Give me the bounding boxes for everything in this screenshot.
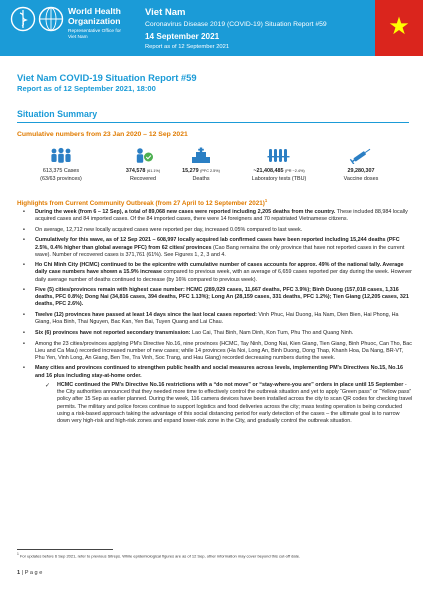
stat-vaccine-detail: Vaccine doses (343, 176, 379, 182)
stat-recovered-detail: Recovered (129, 176, 157, 182)
section-divider (17, 122, 409, 123)
stat-cases-value: 613,375 Cases (42, 168, 80, 174)
header-subtitle: Coronavirus Disease 2019 (COVID-19) Situation Report #59 (145, 21, 327, 28)
report-header (0, 0, 423, 56)
footnote: $^1$ For updates before 6 Sep 2021, refer to previous Sitreps. While epidemiological figures are as of 12 Sep, other information may cover beyond this cut-off date. (17, 552, 301, 559)
header-as-of: Report as of 12 September 2021 (145, 44, 230, 50)
sub-list-item: ✓ HCMC continued the PM’s Directive No.16 restrictions with a “do not move” or “stay-where-you are” orders in place until 15 September - the City authorities announced that they needed more time to effectively control the outbreak situation and yet to apply “Green pass” or “Yellow pass” policy after 15 Sep as earlier planned. During the week, 116 camera devices have been installed across the city to scan QR codes for checking travel permits. The military and police forces continue to support logistics and food deliveries across the city; mass testing operation is being conducted using a risk-based approach taking the advantage of this social distancing period for early detection of the cases – the ultimate goal is to narrow down very high-risk and high-risk zones and expand lower-risk zone in the City, and gradually control the outbreak situation. (45, 382, 413, 424)
list-item: • Six (6) provinces have not reported secondary transmission: Lao Cai, Thai Binh, Nam Dinh, Kon Tum, Phu Tho and Quang Ninh. (23, 329, 354, 336)
stat-deaths-detail: Deaths (192, 176, 210, 182)
report-as-of: Report as of 12 September 2021, 18:00 (17, 84, 156, 93)
stat-recovered-value: 374,578 (61.1%) (125, 168, 161, 174)
list-item: • Among the 23 cities/provinces applying PM’s Directive No.16, nine provinces (HCMC, Tay Ninh, Dong Nai, Kien Giang, Tien Giang, Binh Phuoc, Can Tho, Bac Lieu and Ca Mau) recorded increased number of new cases; while 14 provinces (Ha Noi, Long An, Binh Duong, Dong Thap, Khanh Hoa, Da Nang, BR-VT, Phu Yen, Vinh Long, An Giang, Ben Tre, Tra Vinh, Soc Trang, and Hau Giang) recorded decreasing numbers during the week. (23, 340, 412, 361)
who-logo (10, 6, 128, 50)
flag-star-icon: ★ (388, 12, 410, 40)
un-emblem-icon (10, 6, 36, 32)
stat-lab-detail: Laboratory tests (TBU) (251, 176, 307, 182)
deaths-icon (189, 147, 213, 164)
footnote-divider (17, 549, 113, 550)
list-item: • Ho Chi Minh City (HCMC) continued to be the epicentre with cumulative number of cases accounts for approx. 49% of the national tally. Average daily case numbers have shown a 15.9% increase compared to previous week, with an average of 6,659 cases reported per day during the week. However daily average number of deaths continued to decrease (by 16% compared to previous week). (23, 262, 412, 283)
who-globe-icon (38, 6, 64, 32)
stat-vaccine (330, 147, 392, 189)
list-item: • Cumulatively for this wave, as of 12 Sep 2021 – 608,997 locally acquired lab confirmed cases have been reported including 15,244 deaths (PFC 2.5%, 0.4% higher than global average PFC) from 62 cities/ provinces (Cao Bang remains the only province that have not reported cases in the current wave). Number of recovered cases is 371,761 (61%). See Figures 1, 2, 3 and 4. (23, 237, 405, 258)
highlights-body (17, 209, 413, 428)
org-name: World Health Organization (68, 6, 121, 26)
report-title: Viet Nam COVID-19 Situation Report #59 (17, 72, 197, 83)
checkmark-icon: ✓ (45, 382, 51, 390)
org-office: Representative Office for Viet Nam (68, 29, 121, 40)
vietnam-flag (375, 0, 423, 56)
cumulative-title: Cumulative numbers from 23 Jan 2020 – 12 Sep 2021 (17, 131, 188, 138)
page-number: 1 | P a g e (17, 570, 43, 576)
header-date: 14 September 2021 (145, 32, 220, 41)
list-item: • Five (5) cities/provinces remain with highest case number: HCMC (289,029 cases, 11,667 deaths, PFC 3.9%); Binh Duong (157,018 cases, 1,316 deaths, PFC 0.8%); Dong Nai (34,816 cases, 394 deaths, PFC 1.13%); Long An (28,159 cases, 331 deaths, PFC 1.2%); Tien Giang (12,205 cases, 321 deaths, PFC 2.6%). (23, 287, 409, 308)
list-item: • On average, 12,712 new locally acquired cases were reported per day, increased 0.05% compared to last week. (23, 226, 303, 233)
syringe-icon (349, 147, 373, 164)
highlights-title: Highlights from Current Community Outbreak (from 27 April to 12 September 2021)$^1$ (17, 198, 268, 208)
header-country: Viet Nam (145, 7, 186, 18)
stat-cases (30, 147, 92, 189)
recovered-icon (131, 147, 155, 164)
list-item: • Twelve (12) provinces have passed at least 14 days since the last local cases reported: Vinh Phuc, Hai Duong, Ha Nam, Dien Bien, Hai Phong, Ha Giang, Hoa Binh, Thai Nguyen, Bac Kan, Yen Bai, Tuyen Quang and Lai Chau. (23, 312, 399, 326)
highlights-list (17, 209, 413, 425)
lab-icon (264, 147, 294, 164)
section-title: Situation Summary (17, 109, 98, 119)
stat-deaths (172, 147, 230, 189)
stat-lab-tests (240, 147, 318, 189)
stat-lab-value: ~21,408,485 (PR ~2.4%) (253, 168, 305, 174)
people-icon (49, 147, 73, 164)
stat-recovered (110, 147, 176, 189)
list-item: • During the week (from 6 – 12 Sep), a total of 89,068 new cases were reported including 2,205 deaths from the country. These included 88,984 locally acquired cases and 84 imported cases. Of the 84 imported cases, there were 14 foreigners and 70 repatriated Vietnamese citizens. (23, 209, 408, 223)
list-item: • Many cities and provinces continued to strengthen public health and social measures across levels, implementing PM’s Directives No.15, No.16 and 16 plus including stay-at-home order. (23, 365, 403, 379)
stat-vaccine-value: 29,280,307 (347, 168, 375, 174)
stat-deaths-value: 15,279 (PFC 2.5%) (182, 168, 220, 174)
stat-cases-detail: (63/63 provinces) (40, 176, 82, 182)
